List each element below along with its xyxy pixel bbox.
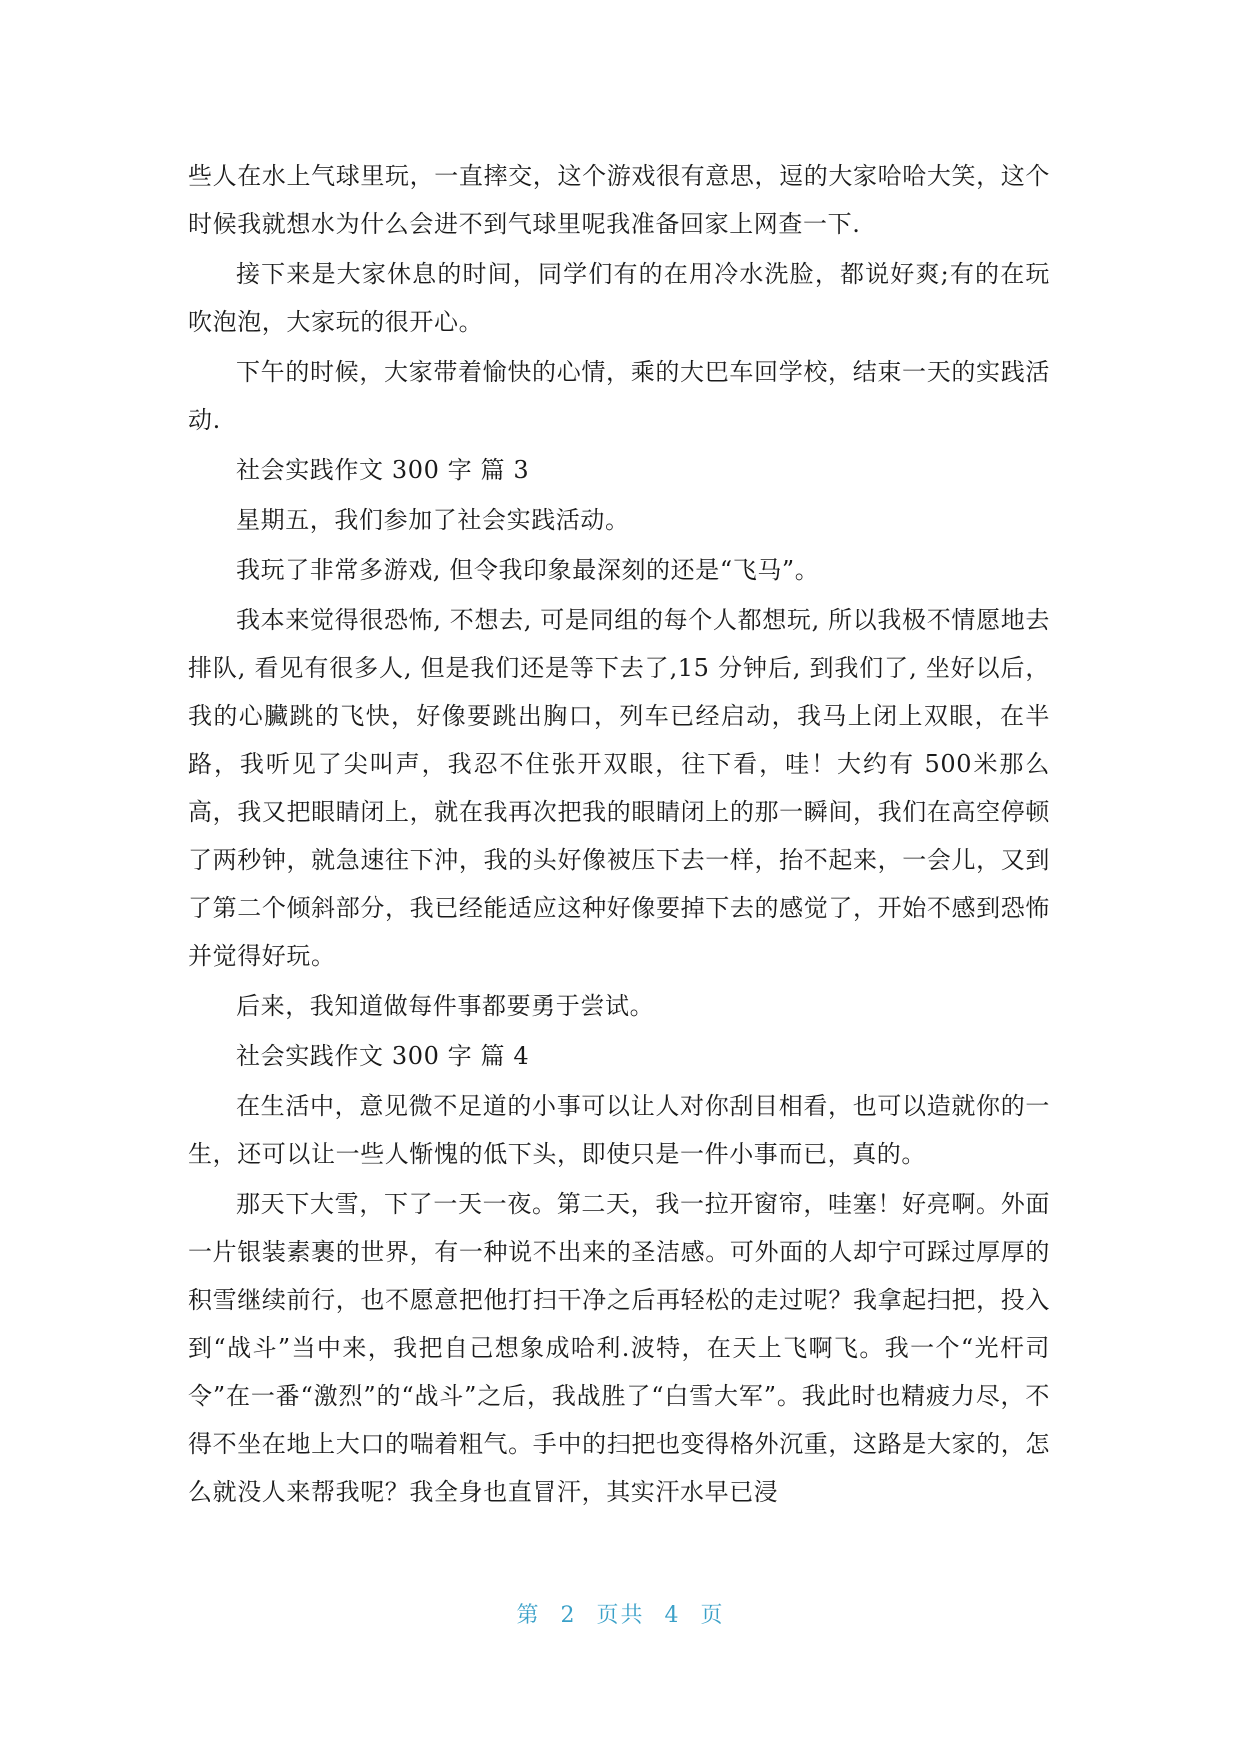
paragraph: 我玩了非常多游戏, 但令我印象最深刻的还是“飞马”。 — [236, 556, 820, 584]
section-heading: 社会实践作文 300 字 篇 4 — [236, 1042, 530, 1070]
paragraph: 星期五，我们参加了社会实践活动。 — [236, 506, 630, 534]
paragraph: 在生活中，意见微不足道的小事可以让人对你刮目相看，也可以造就你的一生，还可以让一些人惭愧的低下头，即使只是一件小事而已，真的。 — [188, 1092, 1050, 1168]
paragraph: 那天下大雪，下了一天一夜。第二天，我一拉开窗帘，哇塞！好亮啊。外面一片银装素裹的世界，有一种说不出来的圣洁感。可外面的人却宁可踩过厚厚的积雪继续前行，也不愿意把他打扫干净之后再轻松的走过呢？我拿起扫把，投入到“战斗”当中来，我把自己想象成哈利.波特，在天上飞啊飞。我一个“光杆司令”在一番“激烈”的“战斗”之后，我战胜了“白雪大军”。我此时也精疲力尽，不得不坐在地上大口的喘着粗气。手中的扫把也变得格外沉重，这路是大家的，怎么就没人来帮我呢？我全身也直冒汗，其实汗水早已浸 — [188, 1190, 1050, 1506]
document-body — [188, 152, 1050, 1518]
paragraph: 接下来是大家休息的时间，同学们有的在用冷水洗脸，都说好爽;有的在玩吹泡泡，大家玩的很开心。 — [188, 260, 1050, 336]
footer-total-pages: 4 — [664, 1603, 681, 1628]
section-heading: 社会实践作文 300 字 篇 3 — [236, 456, 530, 484]
footer-label-ye-gong: 页共 — [596, 1603, 645, 1628]
footer-label-di: 第 — [516, 1603, 541, 1628]
paragraph: 下午的时候，大家带着愉快的心情，乘的大巴车回学校，结束一天的实践活动. — [188, 358, 1050, 434]
footer-current-page: 2 — [560, 1603, 577, 1628]
page-footer — [0, 1598, 1241, 1629]
paragraph-continuation: 些人在水上气球里玩，一直摔交，这个游戏很有意思，逗的大家哈哈大笑，这个时候我就想水为什么会进不到气球里呢我准备回家上网查一下. — [188, 162, 1050, 238]
paragraph: 后来，我知道做每件事都要勇于尝试。 — [236, 992, 655, 1020]
paragraph: 我本来觉得很恐怖, 不想去, 可是同组的每个人都想玩, 所以我极不情愿地去排队, 看见有很多人, 但是我们还是等下去了,15 分钟后, 到我们了, 坐好以后，我的心臟跳的飞快，好像要跳出胸口，列车已经启动，我马上闭上双眼，在半路，我听见了尖叫声，我忍不住张开双眼，往下看，哇！大约有 500米那么高，我又把眼睛闭上，就在我再次把我的眼睛闭上的那一瞬间，我们在高空停顿了两秒钟，就急速往下沖，我的头好像被压下去一样，抬不起来，一会儿，又到了第二个倾斜部分，我已经能适应这种好像要掉下去的感觉了，开始不感到恐怖并觉得好玩。 — [188, 606, 1050, 970]
footer-label-ye: 页 — [700, 1603, 725, 1628]
